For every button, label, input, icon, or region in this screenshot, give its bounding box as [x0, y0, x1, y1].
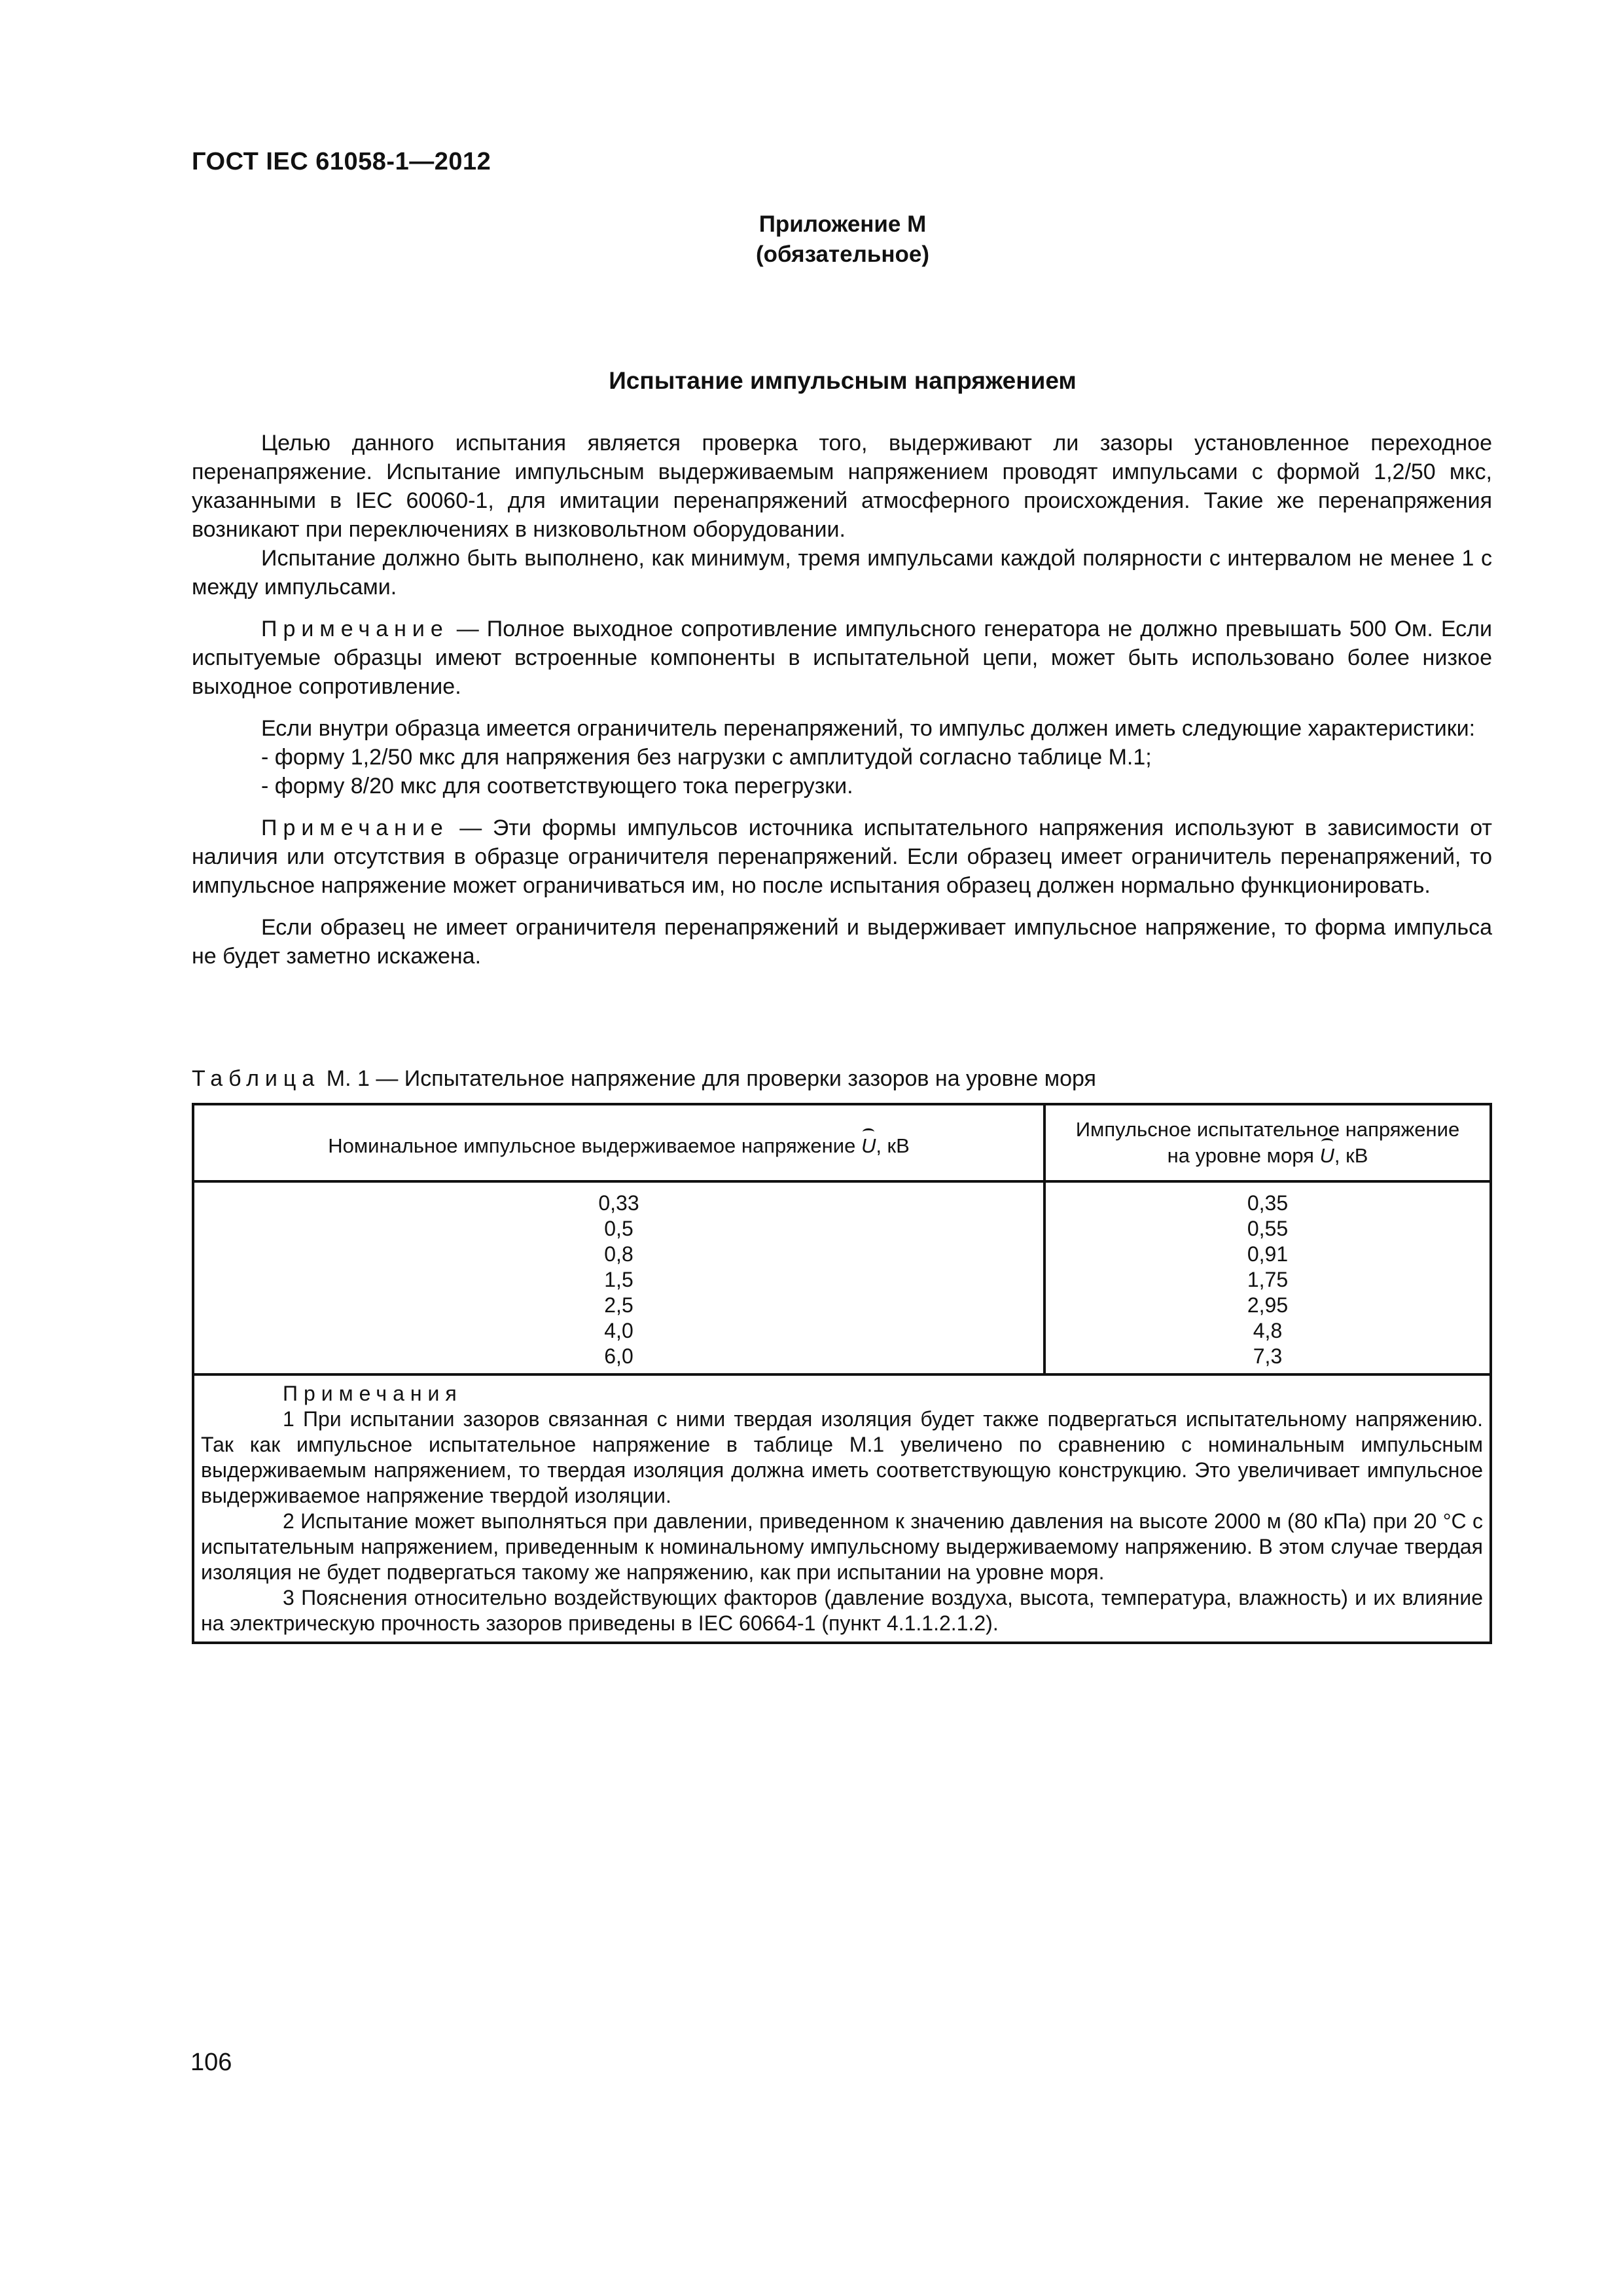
table-notes [193, 1374, 1491, 1643]
note-label: Примечание [261, 816, 449, 840]
table-note: 2 Испытание может выполняться при давлении, приведенном к значению давления на высоте 2000 м (80 кПа) при 20 °С с испытательным напряжением, приведенным к номинальному импульсному выдерживаемому напряжению. В этом случае твердая изоляция не будет подвергаться такому же напряжению, как при испытании на уровне моря. [201, 1509, 1483, 1584]
table-note: 1 При испытании зазоров связанная с ними твердая изоляция будет также подвергаться испытательному напряжению. Так как импульсное испытательное напряжение в таблице М.1 увеличено по сравнению с номинальным импульсным выдерживаемым напряжением, то твердая изоляция должна иметь соответствующую конструкцию. Это увеличивает импульсное выдерживаемое напряжение твердой изоляции. [201, 1407, 1483, 1507]
table-note: 3 Пояснения относительно воздействующих факторов (давление воздуха, высота, температура, влажность) и их влияние на электрическую прочность зазоров приведены в IEC 60664-1 (пункт 4.1.1.2.1.2). [201, 1586, 1483, 1635]
rated-voltage-values [193, 1181, 1044, 1374]
paragraph-purpose: Целью данного испытания является проверка того, выдерживают ли зазоры установленное переходное перенапряжение. Испытание импульсным выдерживаемым напряжением проводят импульсами с формой 1,2/50 мкс, указанными в IEC 60060-1, для имитации перенапряжений атмосферного происхождения. Такие же перенапряжения возникают при переключениях в низковольтном оборудовании. [192, 431, 1492, 542]
u-hat-symbol: U [861, 1133, 876, 1159]
table-cell: 0,35 [1247, 1191, 1289, 1215]
note-generator-impedance [192, 615, 1492, 701]
page-number: 106 [190, 2049, 232, 2076]
note-text: — Эти формы импульсов источника испытательного напряжения используют в зависимости от наличия или отсутствия в образце ограничителя перенапряжений. Если образец имеет ограничитель перенапряжений, то импульсное напряжение может ограничиваться им, но после испытания образец должен нормально функционировать. [192, 816, 1492, 898]
appendix-name: Приложение М [758, 211, 927, 237]
header-test-voltage: Импульсное испытательное напряжение на уровне моря U, кВ [1044, 1104, 1491, 1181]
table-cell: 0,33 [598, 1191, 639, 1215]
note-label: Примечание [261, 617, 449, 641]
u-hat-symbol: U [1320, 1143, 1334, 1169]
appendix-status: (обязательное) [755, 242, 929, 267]
table-cell: 6,0 [604, 1344, 633, 1368]
table-cell: 1,75 [1247, 1268, 1289, 1291]
paragraph-surge-limiter: Если внутри образца имеется ограничитель перенапряжений, то импульс должен иметь следующие характеристики: [261, 716, 1476, 741]
table-cell: 2,95 [1247, 1293, 1289, 1317]
table-caption-text: М. 1 — Испытательное напряжение для проверки зазоров на уровне моря [320, 1066, 1096, 1091]
note-text: — Полное выходное сопротивление импульсного генератора не должно превышать 500 Ом. Если испытуемые образцы имеют встроенные компоненты в испытательной цепи, может быть использовано более низкое выходное сопротивление. [192, 617, 1492, 699]
table-cell: 0,55 [1247, 1217, 1289, 1240]
table-cell: 4,0 [604, 1319, 633, 1342]
table-cell: 0,5 [604, 1217, 633, 1240]
body-text [192, 429, 1492, 971]
paragraph-no-limiter: Если образец не имеет ограничителя перенапряжений и выдерживает импульсное напряжение, то форма импульса не будет заметно искажена. [192, 915, 1492, 969]
table-cell: 2,5 [604, 1293, 633, 1317]
table-cell: 0,91 [1247, 1242, 1289, 1266]
note-impulse-forms [192, 814, 1492, 900]
list-item: - форму 8/20 мкс для соответствующего тока перегрузки. [261, 774, 853, 798]
table-caption [192, 1064, 1096, 1093]
table-notes-row [193, 1374, 1491, 1643]
voltage-table [192, 1103, 1492, 1644]
header-rated-voltage: Номинальное импульсное выдерживаемое напряжение U, кВ [193, 1104, 1044, 1181]
table-caption-label: Таблица [192, 1066, 321, 1091]
table-cell: 7,3 [1253, 1344, 1283, 1368]
test-voltage-values [1044, 1181, 1491, 1374]
section-title: Испытание импульсным напряжением [609, 367, 1077, 394]
table-cell: 4,8 [1253, 1319, 1283, 1342]
paragraph-impulse-count: Испытание должно быть выполнено, как минимум, тремя импульсами каждой полярности с интервалом не менее 1 с между импульсами. [192, 546, 1492, 600]
table-cell: 1,5 [604, 1268, 633, 1291]
table-values-row [193, 1181, 1491, 1374]
table-cell: 0,8 [604, 1242, 633, 1266]
list-item: - форму 1,2/50 мкс для напряжения без нагрузки с амплитудой согласно таблице М.1; [261, 745, 1152, 770]
notes-title: Примечания [283, 1382, 463, 1405]
table-header-row [193, 1104, 1491, 1181]
document-code: ГОСТ IEC 61058-1—2012 [192, 148, 491, 175]
